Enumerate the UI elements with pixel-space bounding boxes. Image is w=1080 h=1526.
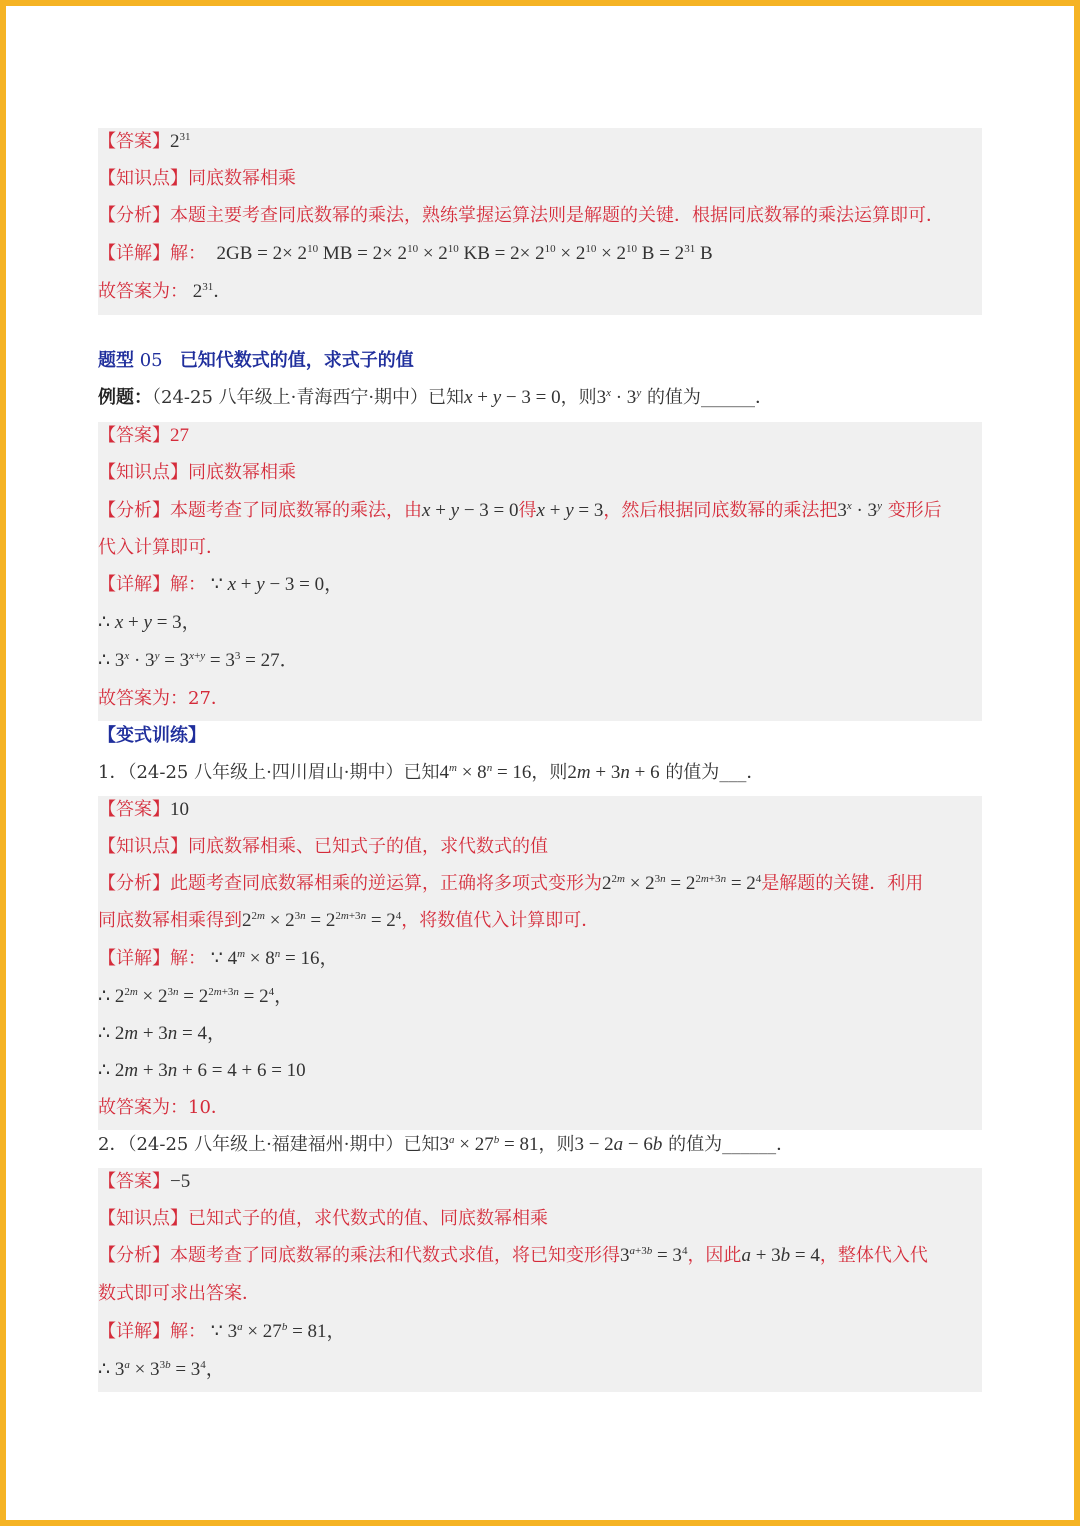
answer-blank: ___． xyxy=(719,762,765,783)
kp-label: 【知识点】 xyxy=(98,168,188,189)
example-detail-line-1: 【详解】解： ∵ x + y − 3 = 0， xyxy=(98,574,344,595)
q1-detail-line-2: ∴ $2^{2m} \times 2^{3n} = 2^{2m+3n} = 2^4$， xyxy=(98,986,294,1007)
q1-analysis-line-1: 【分析】此题考查同底数幂相乘的逆运算，正确将多项式变形为$2^{2m} \times 2^{3n} = 2^{2m+3n} = 2^4$是解题的关键．利用 xyxy=(98,873,924,894)
final-prefix: 故答案为： xyxy=(98,281,188,302)
example-source: （24-25 八年级上·青海西宁·期中）已知 xyxy=(152,387,465,408)
q1-detail-line-4: ∴ 2m + 3n + 6 = 4 + 6 = 10 xyxy=(98,1060,306,1081)
analysis-label: 【分析】 xyxy=(98,205,170,226)
example-expression: $3^x \cdot 3^y$ xyxy=(596,387,642,408)
q1-answer-line: 【答案】10 xyxy=(98,799,189,820)
example-detail-line-3: ∴ $3^x \cdot 3^y = 3^{x+y} = 3^3 = 27$． xyxy=(98,650,299,671)
q2-answer-line: 【答案】−5 xyxy=(98,1171,191,1192)
q2-detail-line-2: ∴ $3^a \times 3^{3b} = 3^4$， xyxy=(98,1359,225,1380)
answer-blank: ______． xyxy=(700,387,773,408)
example-question: 例题：（24-25 八年级上·青海西宁·期中）已知x + y − 3 = 0，则$3^x \cdot 3^y$ 的值为______． xyxy=(98,387,773,408)
answer-value: 27 xyxy=(170,425,189,446)
variant-heading: 【变式训练】 xyxy=(98,725,206,746)
detail-equation: $2GB = 2\times 2^{10}$ MB = $2\times 2^{10} \times 2^{10}$ KB = $2\times 2^{10} \times 2^{10} \times 2^{10}$ $B = 2^{31}$ B xyxy=(211,243,713,264)
section-prefix: 题型 xyxy=(98,350,134,371)
section-text: 已知代数式的值，求式子的值 xyxy=(179,350,414,371)
detail-prefix: 解： xyxy=(170,243,206,264)
q2-analysis-line-2: 数式即可求出答案． xyxy=(98,1283,260,1304)
q1-detail-line-3: ∴ 2m + 3n = 4， xyxy=(98,1023,227,1044)
prev-detail-line xyxy=(98,242,982,266)
analysis-text: 本题主要考查同底数幂的乘法，熟练掌握运算法则是解题的关键．根据同底数幂的乘法运算即可． xyxy=(170,205,944,226)
example-answer-line xyxy=(98,424,982,448)
example-condition: x + y − 3 = 0 xyxy=(464,387,561,408)
example-final-line xyxy=(98,687,982,711)
answer-value: $2^{31}$ xyxy=(170,131,191,152)
q1-final-line: 故答案为：10． xyxy=(98,1097,229,1118)
answer-value: −5 xyxy=(170,1171,191,1192)
q1-analysis-line-2: 同底数幂相乘得到$2^{2m} \times 2^{3n} = 2^{2m+3n} = 2^4$，将数值代入计算即可． xyxy=(98,910,600,931)
prev-final-line: 故答案为： $2^{31}$． xyxy=(98,281,232,302)
prev-kp-line xyxy=(98,167,982,191)
answer-value: 10 xyxy=(170,799,189,820)
q1-kp-line: 【知识点】同底数幂相乘、已知式子的值，求代数式的值 xyxy=(98,836,548,857)
section-title xyxy=(98,349,982,373)
example-analysis-line-2: 代入计算即可． xyxy=(98,537,224,558)
example-detail-line-2: ∴ x + y = 3， xyxy=(98,612,201,633)
answer-blank: ______． xyxy=(722,1134,795,1155)
final-value: $2^{31}$ xyxy=(192,281,214,302)
example-label: 例题： xyxy=(98,387,152,408)
q2-kp-line: 【知识点】已知式子的值，求代数式的值、同底数幂相乘 xyxy=(98,1208,548,1229)
q2-detail-line-1: 【详解】解： ∵ $3^a \times 27^b = 81$， xyxy=(98,1321,346,1342)
prev-answer-line xyxy=(98,130,982,154)
q1-detail-line-1: 【详解】解： ∵ $4^m \times 8^n = 16$， xyxy=(98,948,339,969)
detail-label: 【详解】 xyxy=(98,243,170,264)
kp-text: 同底数幂相乘 xyxy=(188,168,296,189)
prev-analysis-line xyxy=(98,204,982,228)
final-text: 故答案为：27． xyxy=(98,688,229,709)
answer-label: 【答案】 xyxy=(98,131,170,152)
example-kp-line xyxy=(98,461,982,485)
kp-label: 【知识点】 xyxy=(98,462,188,483)
answer-label: 【答案】 xyxy=(98,425,170,446)
kp-text: 同底数幂相乘 xyxy=(188,462,296,483)
document-page xyxy=(6,6,1074,1520)
analysis-label: 【分析】 xyxy=(98,500,170,521)
section-number: 05 xyxy=(134,350,163,371)
q2-question: 2．（24-25 八年级上·福建福州·期中）已知$3^a \times 27^b = 81$，则3 − 2a − 6b 的值为______． xyxy=(98,1134,795,1155)
q1-question: 1．（24-25 八年级上·四川眉山·期中）已知$4^m \times 8^n = 16$，则2m + 3n + 6 的值为___． xyxy=(98,762,765,783)
detail-label: 【详解】 xyxy=(98,574,170,595)
q2-analysis-line-1: 【分析】本题考查了同底数幂的乘法和代数式求值，将已知变形得$3^{a+3b} = 3^4$，因此a + 3b = 4，整体代入代 xyxy=(98,1245,928,1266)
example-analysis-line-1: 【分析】本题考查了同底数幂的乘法，由x + y − 3 = 0得x + y = 3，然后根据同底数幂的乘法把$3^x \cdot 3^y$ 变形后 xyxy=(98,500,942,521)
